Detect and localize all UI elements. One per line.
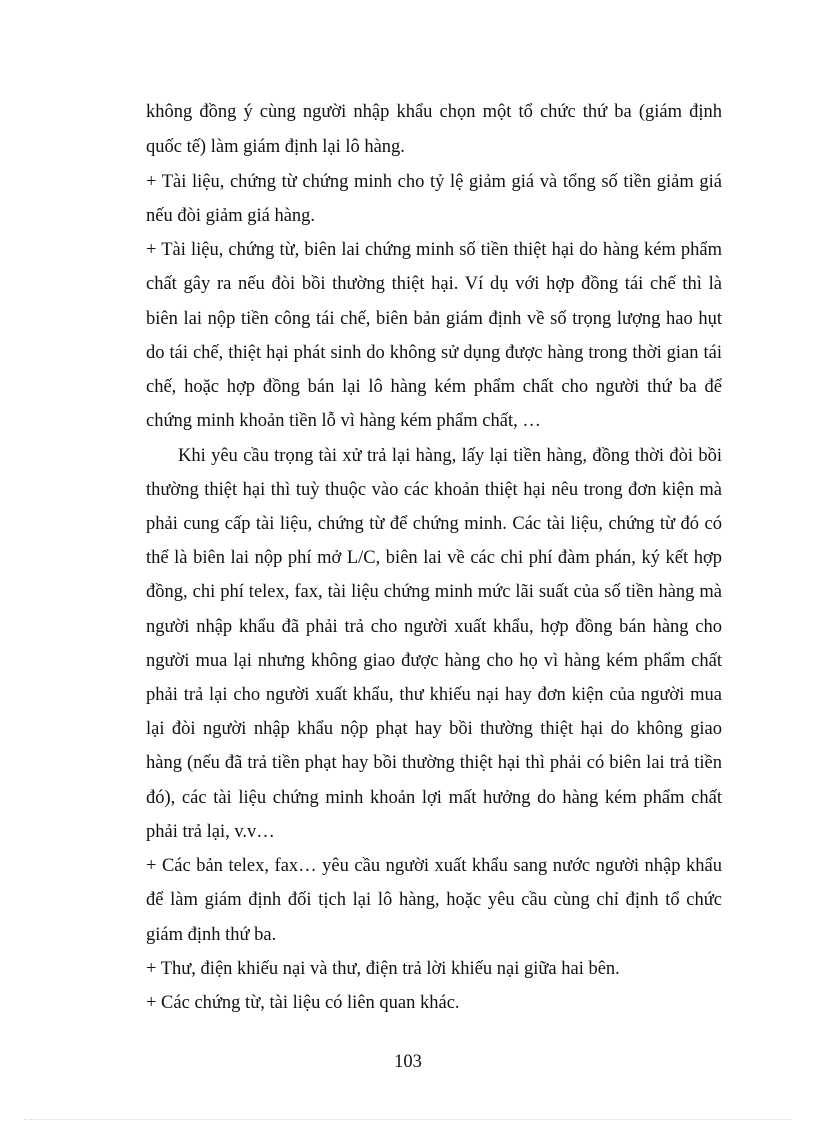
text-line-21: đó), các tài liệu chứng minh khoản lợi mất hưởng do hàng kém phẩm chất <box>146 788 722 808</box>
text-line-6: chất gây ra nếu đòi bồi thường thiệt hại. Ví dụ với hợp đồng tái chế thì là <box>146 274 722 294</box>
text-line-23: + Các bản telex, fax… yêu cầu người xuất khẩu sang nước người nhập khẩu <box>146 856 722 876</box>
text-line-13: phải cung cấp tài liệu, chứng từ để chứng minh. Các tài liệu, chứng từ đó có <box>146 514 722 534</box>
text-line-26: + Thư, điện khiếu nại và thư, điện trả lời khiếu nại giữa hai bên. <box>146 959 620 979</box>
text-line-3: + Tài liệu, chứng từ chứng minh cho tỷ lệ giảm giá và tổng số tiền giảm giá <box>146 172 722 192</box>
page-bottom-divider <box>24 1119 792 1120</box>
text-line-2: quốc tế) làm giám định lại lô hàng. <box>146 137 405 157</box>
text-line-1: không đồng ý cùng người nhập khẩu chọn một tổ chức thứ ba (giám định <box>146 102 722 122</box>
text-line-5: + Tài liệu, chứng từ, biên lai chứng minh số tiền thiệt hại do hàng kém phẩm <box>146 240 722 260</box>
text-line-14: thể là biên lai nộp phí mở L/C, biên lai về các chi phí đàm phán, ký kết hợp <box>146 548 722 568</box>
text-line-7: biên lai nộp tiền công tái chế, biên bản giám định về số trọng lượng hao hụt <box>146 309 722 329</box>
text-line-4: nếu đòi giảm giá hàng. <box>146 206 316 226</box>
paragraph-start-line: Khi yêu cầu trọng tài xử trả lại hàng, lấy lại tiền hàng, đồng thời đòi bồi <box>178 446 722 466</box>
text-line-25: giám định thứ ba. <box>146 925 277 945</box>
text-line-10: chứng minh khoản tiền lỗ vì hàng kém phẩm chất, … <box>146 411 541 431</box>
text-line-16: người nhập khẩu đã phải trả cho người xuất khẩu, hợp đồng bán hàng cho <box>146 617 722 637</box>
text-line-22: phải trả lại, v.v… <box>146 822 275 842</box>
text-line-18: phải trả lại cho người xuất khẩu, thư khiếu nại hay đơn kiện của người mua <box>146 685 722 705</box>
text-line-8: do tái chế, thiệt hại phát sinh do không sử dụng được hàng trong thời gian tái <box>146 343 722 363</box>
text-line-15: đồng, chi phí telex, fax, tài liệu chứng minh mức lãi suất của số tiền hàng mà <box>146 582 722 602</box>
text-line-17: người mua lại nhưng không giao được hàng cho họ vì hàng kém phẩm chất <box>146 651 722 671</box>
page-number: 103 <box>394 1052 422 1072</box>
text-line-12: thường thiệt hại thì tuỳ thuộc vào các khoản thiệt hại nêu trong đơn kiện mà <box>146 480 722 500</box>
text-line-27: + Các chứng từ, tài liệu có liên quan khác. <box>146 993 460 1013</box>
text-line-19: lại đòi người nhập khẩu nộp phạt hay bồi thường thiệt hại do không giao <box>146 719 722 739</box>
text-line-24: để làm giám định đối tịch lại lô hàng, hoặc yêu cầu cùng chỉ định tổ chức <box>146 890 722 910</box>
text-line-9: chế, hoặc hợp đồng bán lại lô hàng kém phẩm chất cho người thứ ba để <box>146 377 722 397</box>
text-line-20: hàng (nếu đã trả tiền phạt hay bồi thường thiệt hại thì phải có biên lai trả tiền <box>146 753 722 773</box>
